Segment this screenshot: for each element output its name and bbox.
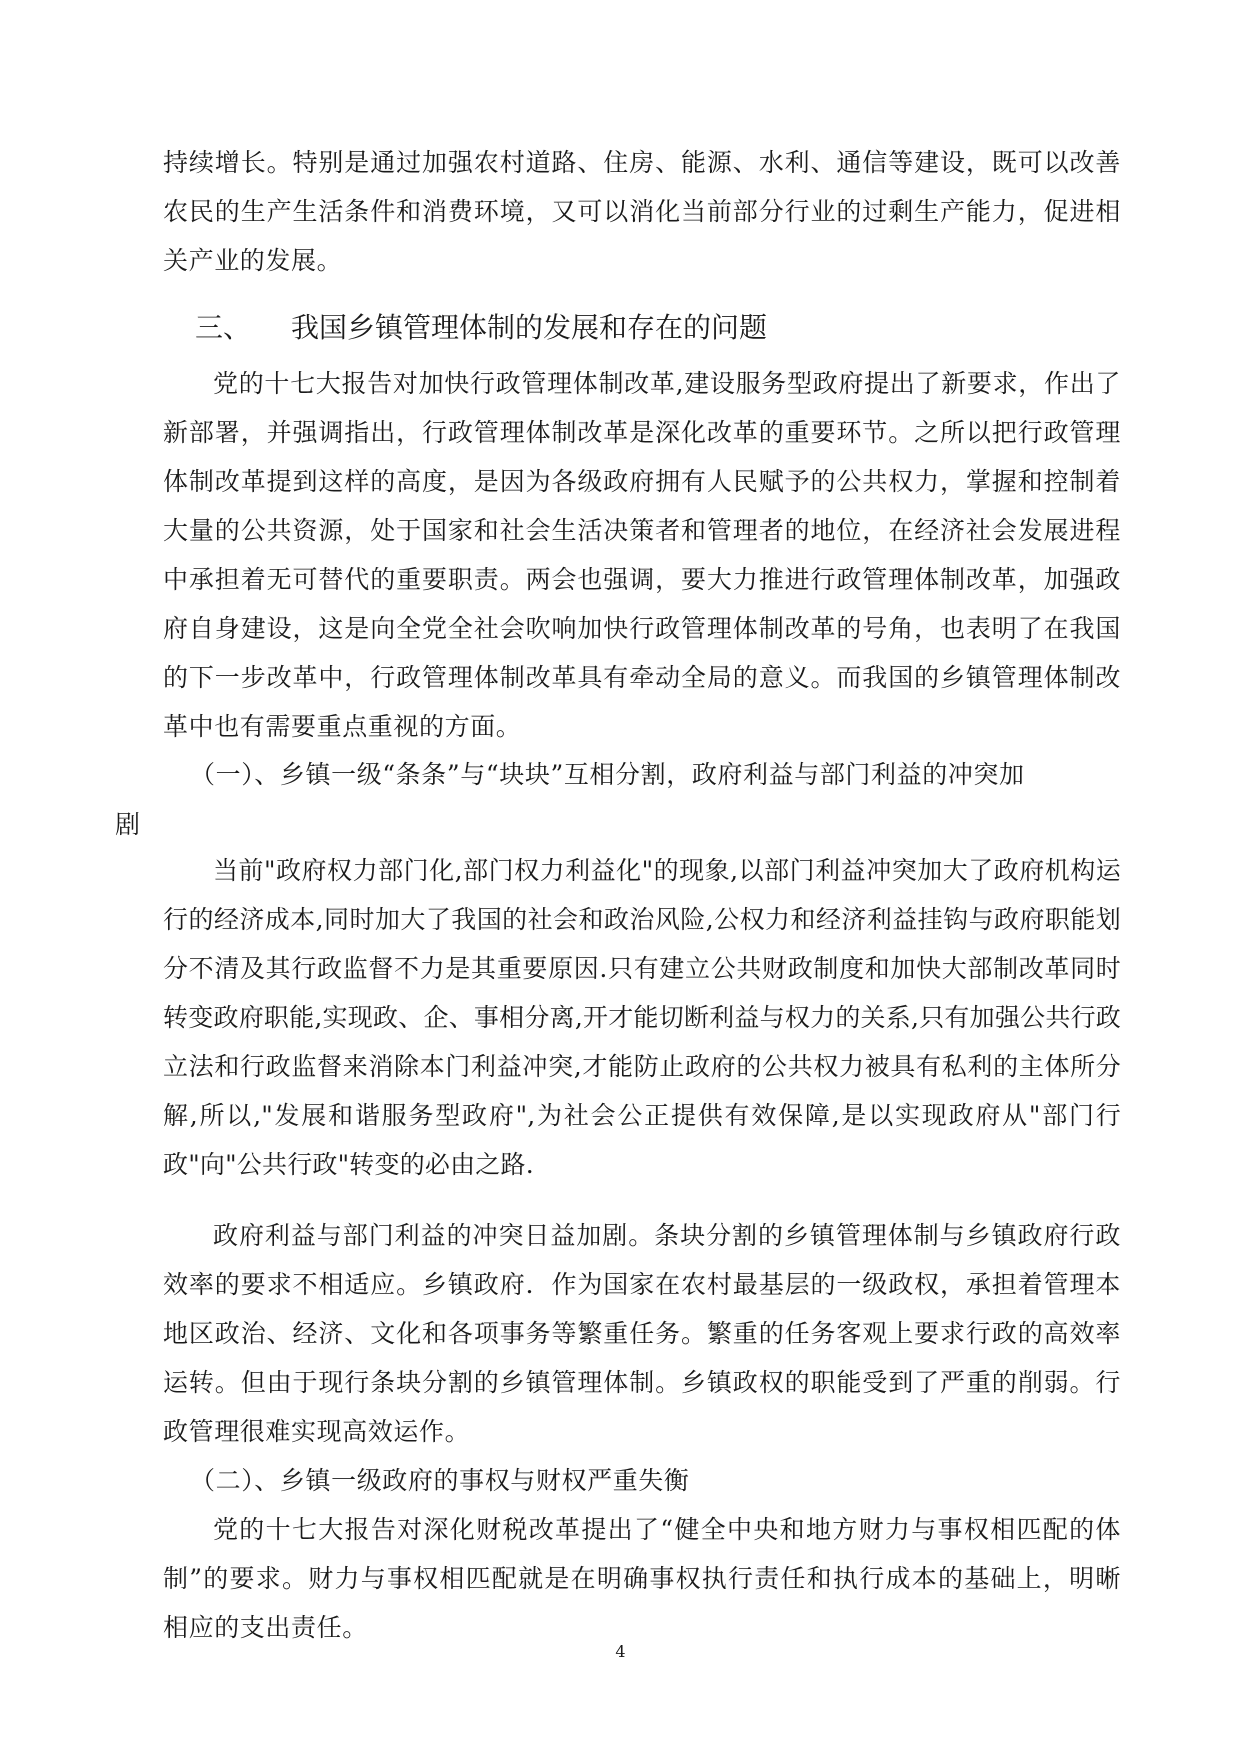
body-paragraph: 持续增长。特别是通过加强农村道路、住房、能源、水利、通信等建设，既可以改善农民的生产生活条件和消费环境，又可以消化当前部分行业的过剩生产能力，促进相关产业的发展。 (163, 148, 1121, 275)
subsection-heading-continuation: 剧 (115, 810, 141, 839)
section-title: 我国乡镇管理体制的发展和存在的问题 (291, 311, 768, 344)
subsection-heading: （二）、乡镇一级政府的事权与财权严重失衡 (190, 1466, 690, 1495)
body-paragraph: 党的十七大报告对加快行政管理体制改革,建设服务型政府提出了新要求，作出了新部署，并强调指出，行政管理体制改革是深化改革的重要环节。之所以把行政管理体制改革提到这样的高度，是因为各级政府拥有人民赋予的公共权力，掌握和控制着大量的公共资源，处于国家和社会生活决策者和管理者的地位，在经济社会发展进程中承担着无可替代的重要职责。两会也强调，要大力推进行政管理体制改革，加强政府自身建设，这是向全党全社会吹响加快行政管理体制改革的号角，也表明了在我国的下一步改革中，行政管理体制改革具有牵动全局的意义。而我国的乡镇管理体制改革中也有需要重点重视的方面。 (163, 369, 1121, 741)
page-number: 4 (615, 1642, 626, 1661)
subsection-heading: （一）、乡镇一级“条条”与“块块”互相分割，政府利益与部门利益的冲突加 (190, 760, 1025, 789)
section-number: 三、 (195, 311, 252, 344)
body-paragraph: 当前"政府权力部门化,部门权力利益化"的现象,以部门利益冲突加大了政府机构运行的经济成本,同时加大了我国的社会和政治风险,公权力和经济利益挂钩与政府职能划分不清及其行政监督不力是其重要原因.只有建立公共财政制度和加快大部制改革同时转变政府职能,实现政、企、事相分离,开才能切断利益与权力的关系,只有加强公共行政立法和行政监督来消除本门利益冲突,才能防止政府的公共权力被具有私利的主体所分解,所以,"发展和谐服务型政府",为社会公正提供有效保障,是以实现政府从"部门行政"向"公共行政"转变的必由之路. (163, 856, 1121, 1179)
body-paragraph: 党的十七大报告对深化财税改革提出了“健全中央和地方财力与事权相匹配的体制”的要求。财力与事权相匹配就是在明确事权执行责任和执行成本的基础上，明晰相应的支出责任。 (163, 1515, 1121, 1642)
body-paragraph: 政府利益与部门利益的冲突日益加剧。条块分割的乡镇管理体制与乡镇政府行政效率的要求不相适应。乡镇政府．作为国家在农村最基层的一级政权，承担着管理本地区政治、经济、文化和各项事务等繁重任务。繁重的任务客观上要求行政的高效率运转。但由于现行条块分割的乡镇管理体制。乡镇政权的职能受到了严重的削弱。行政管理很难实现高效运作。 (163, 1221, 1121, 1446)
section-heading (195, 308, 767, 348)
